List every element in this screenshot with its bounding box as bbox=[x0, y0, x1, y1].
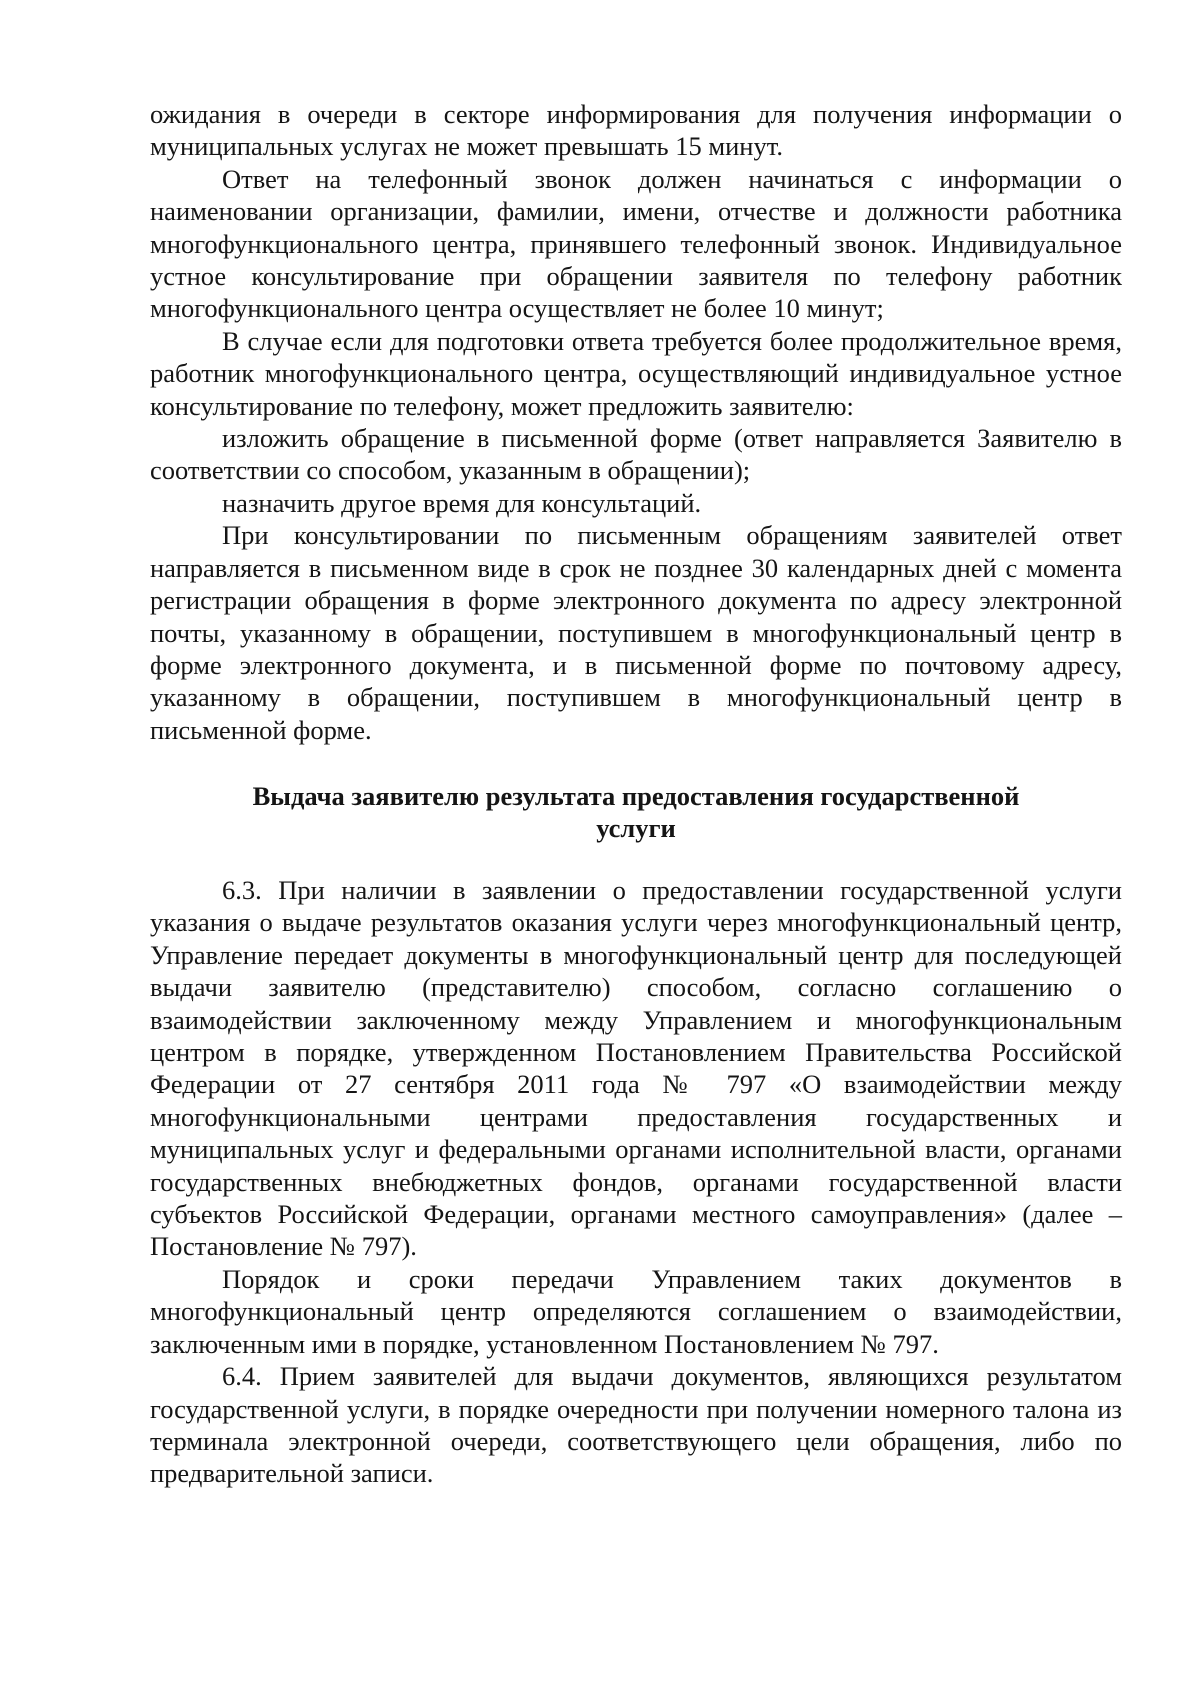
paragraph-transfer-procedure: Порядок и сроки передачи Управлением таких документов в многофункциональный центр определяются соглашением о взаимодействии, заключенным ими в порядке, установленном Постановлением № 797. bbox=[150, 1263, 1122, 1359]
section-heading bbox=[150, 780, 1122, 844]
body-text-bottom bbox=[150, 874, 1122, 1490]
body-text-top bbox=[150, 98, 1122, 746]
paragraph-written-consultation: При консультировании по письменным обращениям заявителей ответ направляется в письменном виде в срок не позднее 30 календарных дней с момента регистрации обращения в форме электронного документа по адресу электронной почты, указанному в обращении, поступившем в многофункциональный центр в форме электронного документа, и в письменной форме по почтовому адресу, указанному в обращении, поступившем в многофункциональный центр в письменной форме. bbox=[150, 520, 1122, 745]
paragraph-phone-answer: Ответ на телефонный звонок должен начинаться с информации о наименовании организации, фамилии, имени, отчестве и должности работника многофункционального центра, принявшего телефонный звонок. Индивидуальное устное консультирование при обращении заявителя по телефону работник многофункционального центра осуществляет не более 10 минут; bbox=[150, 163, 1122, 324]
paragraph-continuation: ожидания в очереди в секторе информирования для получения информации о муниципальных услугах не может превышать 15 минут. bbox=[150, 99, 1122, 162]
section-heading-line-2: услуги bbox=[596, 813, 676, 843]
paragraph-longer-time: В случае если для подготовки ответа требуется более продолжительное время, работник многофункционального центра, осуществляющий индивидуальное устное консультирование по телефону, может предложить заявителю: bbox=[150, 325, 1122, 421]
section-heading-line-1: Выдача заявителю результата предоставления государственной bbox=[252, 781, 1020, 811]
paragraph-6-4: 6.4. Прием заявителей для выдачи документов, являющихся результатом государственной услуги, в порядке очередности при получении номерного талона из терминала электронной очереди, соответствующего цели обращения, либо по предварительной записи. bbox=[150, 1361, 1122, 1489]
paragraph-option-reschedule: назначить другое время для консультаций. bbox=[222, 487, 702, 518]
paragraph-option-written: изложить обращение в письменной форме (ответ направляется Заявителю в соответствии со способом, указанным в обращении); bbox=[150, 423, 1122, 486]
paragraph-6-3: 6.3. При наличии в заявлении о предоставлении государственной услуги указания о выдаче результатов оказания услуги через многофункциональный центр, Управление передает документы в многофункциональный центр для последующей выдачи заявителю (представителю) способом, согласно соглашению о взаимодействии заключенному между Управлением и многофункциональным центром в порядке, утвержденном Постановлением Правительства Российской Федерации от 27 сентября 2011 года № 797 «О взаимодействии между многофункциональными центрами предоставления государственных и муниципальных услуг и федеральными органами исполнительной власти, органами государственных внебюджетных фондов, органами государственной власти субъектов Российской Федерации, органами местного самоуправления» (далее – Постановление № 797). bbox=[150, 875, 1122, 1262]
